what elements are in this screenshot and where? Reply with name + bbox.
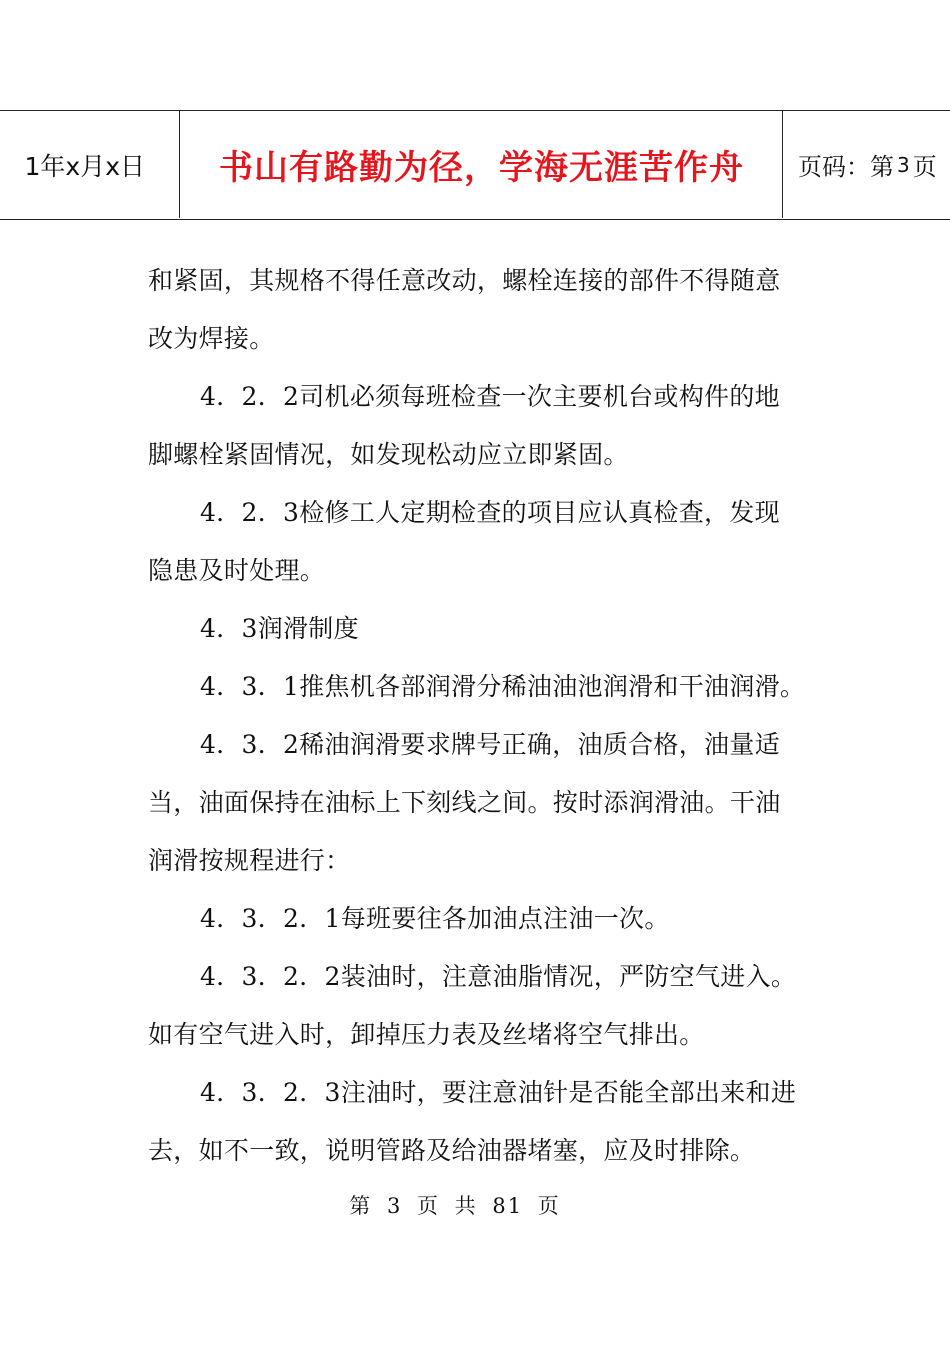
body-text	[148, 252, 838, 1180]
text-line: 4．3．2．2装油时，注意油脂情况，严防空气进入。	[200, 962, 797, 991]
text-line: 4．2．2司机必须每班检查一次主要机台或构件的地	[200, 382, 780, 411]
text-line: 脚螺栓紧固情况，如发现松动应立即紧固。	[148, 440, 629, 469]
header-page-value: 3	[897, 152, 910, 177]
text-line: 4．3．1推焦机各部润滑分稀油油池润滑和干油润滑。	[200, 672, 806, 701]
text-line: 润滑按规程进行：	[148, 846, 351, 875]
text-line: 4．2．3检修工人定期检查的项目应认真检查，发现	[200, 498, 780, 527]
page-header	[0, 110, 950, 220]
text-line: 改为焊接。	[148, 324, 275, 353]
text-line: 和紧固，其规格不得任意改动，螺栓连接的部件不得随意	[148, 266, 781, 295]
text-line: 4．3．2．1每班要往各加油点注油一次。	[200, 904, 670, 933]
header-page-label: 页码：第	[798, 153, 894, 181]
text-line: 4．3．2．3注油时，要注意油针是否能全部出来和进	[200, 1078, 797, 1107]
text-line: 去，如不一致，说明管路及给油器堵塞，应及时排除。	[148, 1136, 756, 1165]
text-line: 4．3．2稀油润滑要求牌号正确，油质合格，油量适	[200, 730, 780, 759]
text-line: 隐患及时处理。	[148, 556, 326, 585]
section-heading: 4．3润滑制度	[200, 614, 359, 643]
text-line: 如有空气进入时，卸掉压力表及丝堵将空气排出。	[148, 1020, 705, 1049]
header-motto: 书山有路勤为径，学海无涯苦作舟	[181, 111, 783, 218]
header-date: 1年x月x日	[0, 111, 180, 218]
text-line: 当，油面保持在油标上下刻线之间。按时添润滑油。干油	[148, 788, 781, 817]
header-page-suffix: 页	[912, 153, 937, 181]
header-page-number	[784, 111, 950, 218]
page-footer: 第 3 页 共 81 页	[349, 1194, 561, 1218]
